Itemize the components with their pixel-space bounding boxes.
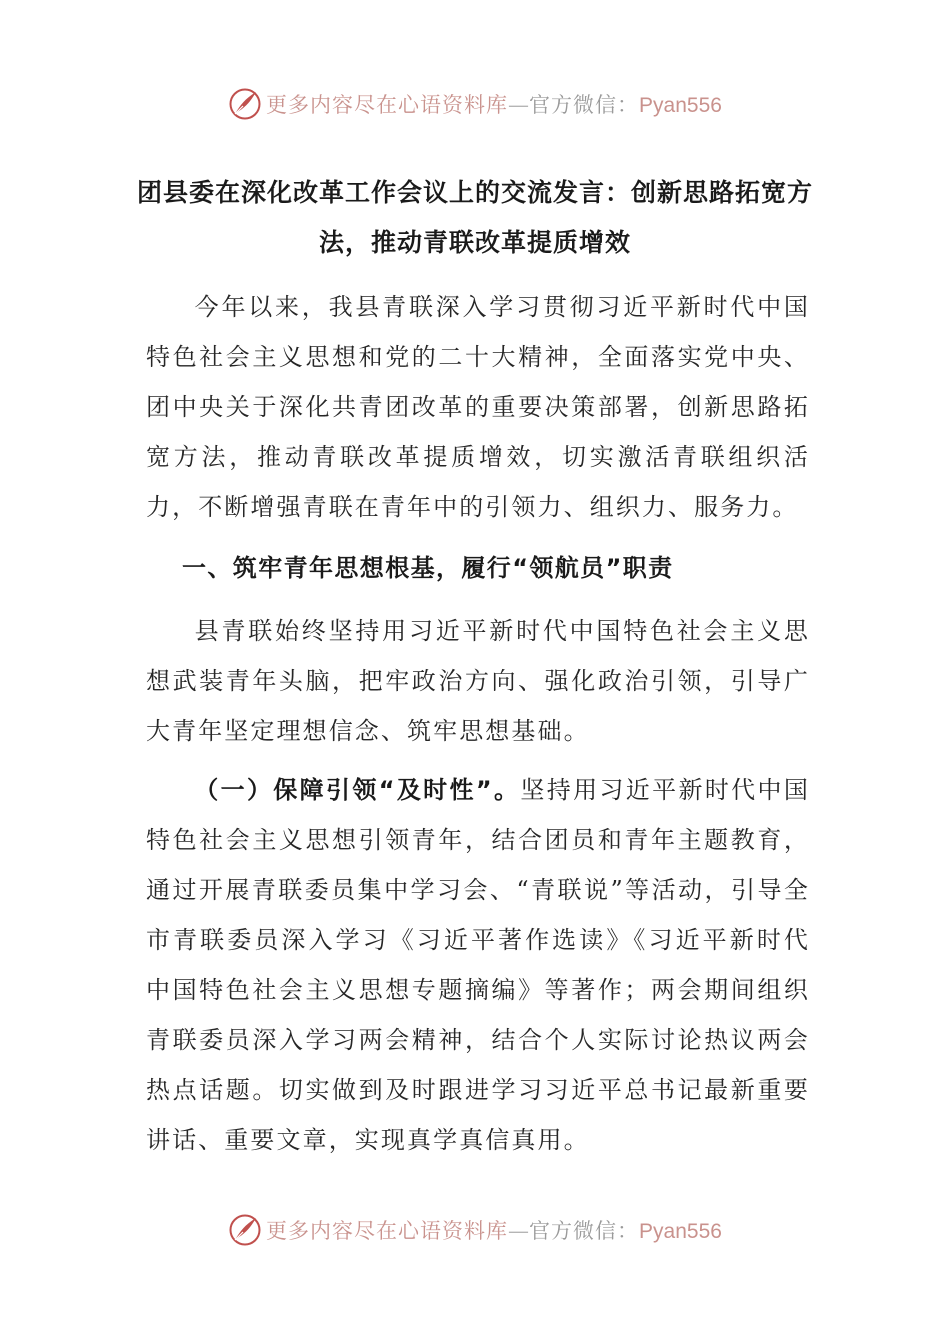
section-paragraph: 县青联始终坚持用习近平新时代中国特色社会主义思想武装青年头脑，把牢政治方向、强化政治引领，引导广大青年坚定理想信念、筑牢思想基础。 <box>146 617 810 745</box>
subsection-lead: （一）保障引领“及时性”。 <box>194 776 521 804</box>
intro-paragraph: 今年以来，我县青联深入学习贯彻习近平新时代中国特色社会主义思想和党的二十大精神，全面落实党中央、团中央关于深化共青团改革的重要决策部署，创新思路拓宽方法，推动青联改革提质增效，切实激活青联组织活力，不断增强青联在青年中的引领力、组织力、服务力。 <box>146 293 810 521</box>
document-title: 团县委在深化改革工作会议上的交流发言：创新思路拓宽方法，推动青联改革提质增效 <box>136 178 813 257</box>
quill-logo-icon <box>228 87 262 121</box>
header-watermark <box>0 84 950 124</box>
quill-logo-icon <box>228 1213 262 1247</box>
section-heading: 一、筑牢青年思想根基，履行“领航员”职责 <box>182 554 674 582</box>
subsection-paragraph: （一）保障引领“及时性”。坚持用习近平新时代中国特色社会主义思想引领青年，结合团员和青年主题教育，通过开展青联委员集中学习会、“青联说”等活动，引导全市青联委员深入学习《习近平著作选读》《习近平新时代中国特色社会主义思想专题摘编》等著作；两会期间组织青联委员深入学习两会精神，结合个人实际讨论热议两会热点话题。切实做到及时跟进学习习近平总书记最新重要讲话、重要文章，实现真学真信真用。 <box>146 776 810 1154</box>
footer-watermark <box>0 1210 950 1250</box>
watermark-text: 更多内容尽在心语资料库—官方微信：Pyan556 <box>266 1219 722 1243</box>
watermark-text: 更多内容尽在心语资料库—官方微信：Pyan556 <box>266 93 722 117</box>
